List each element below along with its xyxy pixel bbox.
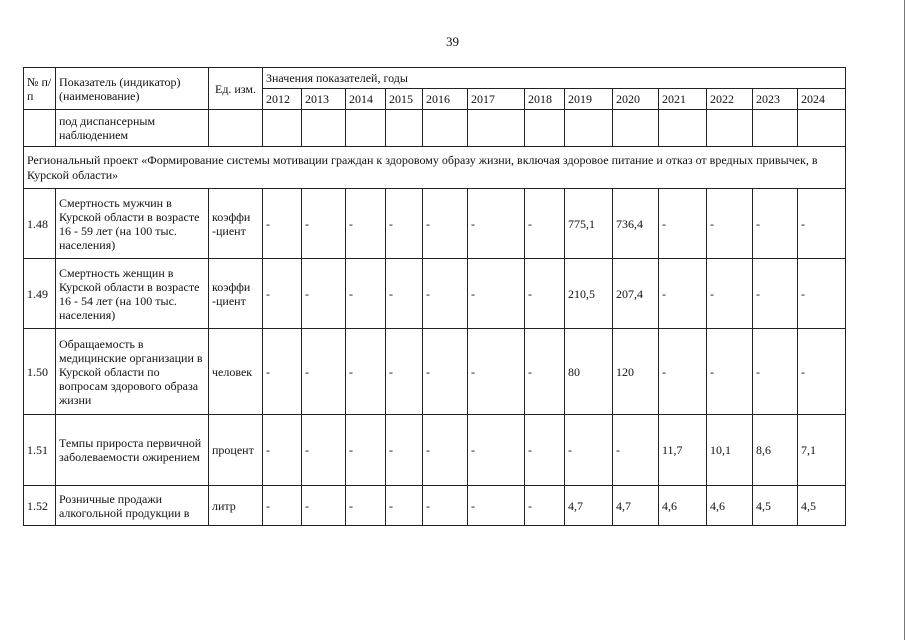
header-indicator: Показатель (индикатор) (наименование): [56, 68, 209, 110]
year-header: 2022: [707, 89, 753, 110]
indicator-unit: коэффи -циент: [209, 259, 263, 329]
value-cell: -: [302, 415, 346, 486]
page-number: 39: [446, 34, 459, 49]
value-cell: -: [468, 329, 525, 415]
value-cell: -: [346, 329, 386, 415]
value-cell: -: [386, 329, 423, 415]
indicator-name: Обращаемость в медицинские организации в Курской области по вопросам здорового образа жизни: [56, 329, 209, 415]
indicators-table: [23, 67, 846, 526]
value-cell: -: [346, 486, 386, 526]
value-cell: -: [423, 329, 468, 415]
value-cell: -: [346, 189, 386, 259]
year-header: 2018: [525, 89, 565, 110]
value-cell: -: [753, 259, 798, 329]
year-header: 2013: [302, 89, 346, 110]
value-cell: 207,4: [613, 259, 659, 329]
value-cell: -: [525, 189, 565, 259]
indicator-row: [24, 259, 846, 329]
value-cell: -: [525, 329, 565, 415]
value-cell: -: [565, 415, 613, 486]
value-cell: -: [468, 415, 525, 486]
value-cell: -: [659, 329, 707, 415]
indicator-unit: коэффи -циент: [209, 189, 263, 259]
region-project-title: Региональный проект «Формирование системы мотивации граждан к здоровому образу жизни, включая здоровое питание и отказ от вредных привычек, в Курской области»: [24, 147, 846, 189]
value-cell: 120: [613, 329, 659, 415]
value-cell: -: [798, 189, 846, 259]
value-cell: -: [659, 259, 707, 329]
indicator-unit: литр: [209, 486, 263, 526]
indicator-unit: человек: [209, 329, 263, 415]
value-cell: -: [525, 259, 565, 329]
value-cell: -: [302, 259, 346, 329]
indicator-unit: процент: [209, 415, 263, 486]
value-cell: 80: [565, 329, 613, 415]
indicator-name: Смертность женщин в Курской области в возрасте 16 - 54 лет (на 100 тыс. населения): [56, 259, 209, 329]
indicator-row: [24, 329, 846, 415]
value-cell: -: [386, 415, 423, 486]
value-cell: -: [302, 189, 346, 259]
value-cell: -: [263, 189, 302, 259]
value-cell: -: [525, 486, 565, 526]
value-cell: -: [263, 329, 302, 415]
indicator-row: [24, 189, 846, 259]
value-cell: 4,7: [613, 486, 659, 526]
value-cell: -: [302, 486, 346, 526]
year-header: 2015: [386, 89, 423, 110]
value-cell: -: [468, 486, 525, 526]
value-cell: -: [798, 259, 846, 329]
value-cell: 4,5: [753, 486, 798, 526]
value-cell: -: [707, 329, 753, 415]
value-cell: 736,4: [613, 189, 659, 259]
continuation-indicator: под диспансерным наблюдением: [56, 110, 209, 147]
year-header: 2024: [798, 89, 846, 110]
value-cell: -: [386, 189, 423, 259]
value-cell: -: [346, 415, 386, 486]
row-number: 1.52: [24, 486, 56, 526]
indicator-row: [24, 486, 846, 526]
value-cell: 11,7: [659, 415, 707, 486]
value-cell: -: [659, 189, 707, 259]
year-header: 2014: [346, 89, 386, 110]
row-number: 1.48: [24, 189, 56, 259]
header-values-group: Значения показателей, годы: [263, 68, 846, 89]
value-cell: -: [423, 486, 468, 526]
value-cell: 8,6: [753, 415, 798, 486]
value-cell: 4,7: [565, 486, 613, 526]
row-number: 1.49: [24, 259, 56, 329]
value-cell: -: [707, 189, 753, 259]
year-header: 2019: [565, 89, 613, 110]
row-number: 1.51: [24, 415, 56, 486]
value-cell: 10,1: [707, 415, 753, 486]
continuation-row: [24, 110, 846, 147]
value-cell: -: [346, 259, 386, 329]
value-cell: -: [707, 259, 753, 329]
header-row: [24, 68, 846, 89]
indicator-name: Розничные продажи алкогольной продукции в: [56, 486, 209, 526]
value-cell: -: [753, 329, 798, 415]
continuation-num: [24, 110, 56, 147]
header-unit: Ед. изм.: [209, 68, 263, 110]
value-cell: -: [423, 415, 468, 486]
year-header: 2023: [753, 89, 798, 110]
indicator-name: Смертность мужчин в Курской области в возрасте 16 - 59 лет (на 100 тыс. населения): [56, 189, 209, 259]
value-cell: -: [798, 329, 846, 415]
value-cell: -: [525, 415, 565, 486]
indicator-name: Темпы прироста первичной заболеваемости ожирением: [56, 415, 209, 486]
value-cell: -: [302, 329, 346, 415]
value-cell: 210,5: [565, 259, 613, 329]
year-header: 2016: [423, 89, 468, 110]
value-cell: 4,6: [659, 486, 707, 526]
value-cell: -: [263, 415, 302, 486]
value-cell: -: [423, 189, 468, 259]
row-number: 1.50: [24, 329, 56, 415]
year-header: 2017: [468, 89, 525, 110]
value-cell: -: [263, 259, 302, 329]
value-cell: -: [263, 486, 302, 526]
continuation-unit: [209, 110, 263, 147]
value-cell: 7,1: [798, 415, 846, 486]
value-cell: 4,5: [798, 486, 846, 526]
value-cell: 4,6: [707, 486, 753, 526]
value-cell: -: [468, 189, 525, 259]
value-cell: 775,1: [565, 189, 613, 259]
year-header: 2021: [659, 89, 707, 110]
value-cell: -: [423, 259, 468, 329]
value-cell: -: [386, 259, 423, 329]
value-cell: -: [468, 259, 525, 329]
value-cell: -: [753, 189, 798, 259]
year-header: 2012: [263, 89, 302, 110]
year-header: 2020: [613, 89, 659, 110]
value-cell: -: [386, 486, 423, 526]
region-project-row: [24, 147, 846, 189]
indicator-row: [24, 415, 846, 486]
header-num: № п/п: [24, 68, 56, 110]
value-cell: -: [613, 415, 659, 486]
